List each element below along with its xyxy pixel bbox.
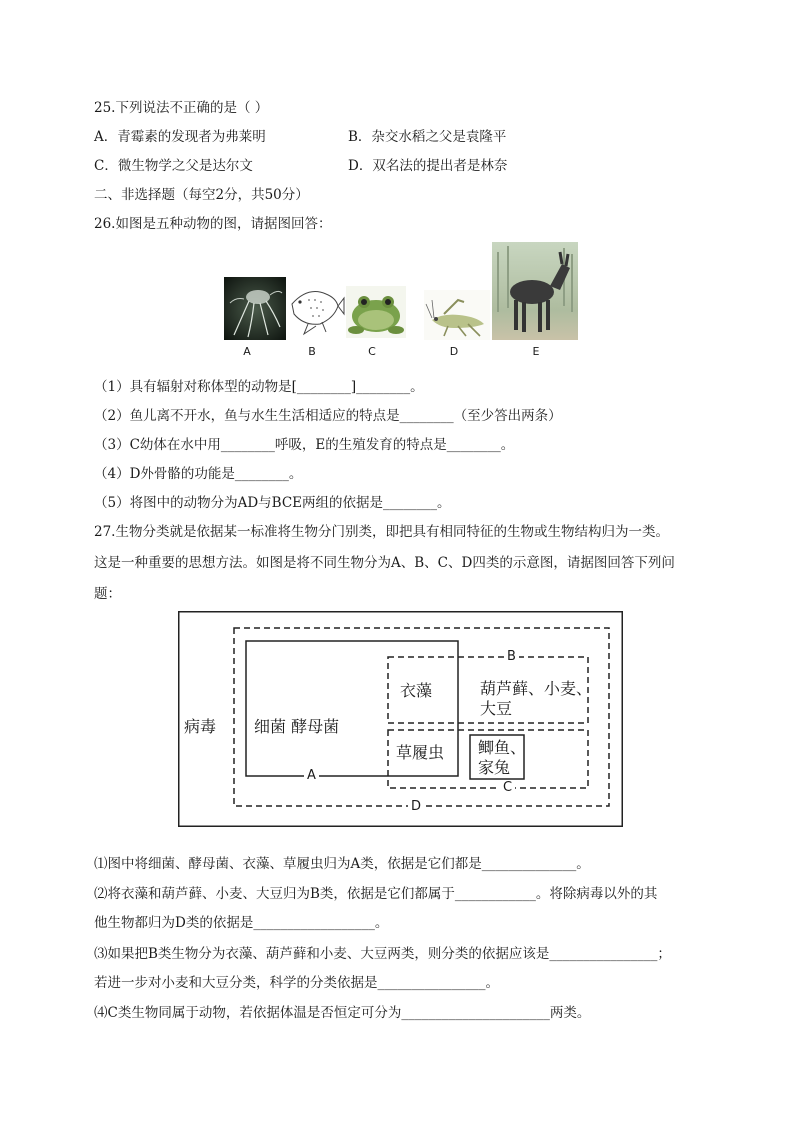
label-virus: 病毒 [184, 717, 217, 736]
q27-question-4: ⑷C类生物同属于动物，若依据体温是否恒定可分为______________________两类。 [94, 1005, 591, 1021]
q26-question-5: （5）将图中的动物分为AD与BCE两组的依据是________。 [94, 495, 451, 511]
label-animals-1: 鲫鱼、 [478, 738, 527, 757]
q25-option-a: A．青霉素的发现者为弗莱明 [94, 129, 266, 145]
label-paramecium: 草履虫 [396, 743, 445, 762]
q27-stem-line-1: 27.生物分类就是依据某一标准将生物分门别类，即把具有相同特征的生物或生物结构归为一类。 [94, 524, 669, 540]
frog-photo [346, 286, 406, 338]
letter-d: D [408, 799, 424, 814]
section-heading: 二、非选择题（每空2分，共50分） [94, 187, 309, 203]
q27-question-3a: ⑶如果把B类生物分为衣藻、葫芦藓和小麦、大豆两类，则分类的依据应该是________________； [94, 946, 671, 962]
q27-question-2b: 他生物都归为D类的依据是__________________。 [94, 915, 389, 931]
label-plants-1: 葫芦藓、小麦、 [480, 679, 593, 698]
classification-diagram [178, 611, 623, 827]
q25-option-d: D．双名法的提出者是林奈 [348, 158, 508, 174]
q26-stem: 26.如图是五种动物的图，请据图回答： [94, 216, 332, 232]
jellyfish-photo [224, 277, 286, 340]
q25-option-c: C．微生物学之父是达尔文 [94, 158, 253, 174]
q27-stem-line-2: 这是一种重要的思想方法。如图是将不同生物分为A、B、C、D四类的示意图，请据图回答下列问 [94, 555, 675, 571]
photo-label-a: A [243, 345, 251, 358]
photo-label-d: D [449, 345, 459, 358]
letter-b: B [504, 649, 519, 664]
q27-stem-line-3: 题： [94, 586, 121, 602]
label-plants-2: 大豆 [480, 699, 513, 718]
q25-option-b: B．杂交水稻之父是袁隆平 [348, 129, 507, 145]
photo-label-c: C [368, 345, 376, 358]
q27-question-1: ⑴图中将细菌、酵母菌、衣藻、草履虫归为A类，依据是它们都是______________。 [94, 856, 590, 872]
letter-a: A [304, 768, 319, 783]
diagram-boxes [178, 611, 623, 827]
q27-question-3b: 若进一步对小麦和大豆分类，科学的分类依据是________________。 [94, 975, 499, 991]
label-algae: 衣藻 [400, 681, 433, 700]
grasshopper-photo [424, 290, 490, 340]
donkey-photo [492, 242, 578, 340]
fish-drawing [286, 280, 346, 338]
letter-c: C [500, 780, 515, 795]
q26-question-3: （3）C幼体在水中用________呼吸，E的生殖发育的特点是________。 [94, 437, 515, 453]
q25-stem: 25.下列说法不正确的是（ ） [94, 100, 269, 116]
label-bacteria-yeast: 细菌 酵母菌 [254, 717, 340, 736]
label-animals-2: 家兔 [478, 758, 511, 777]
animal-photos [224, 240, 584, 370]
q26-question-4: （4）D外骨骼的功能是________。 [94, 466, 303, 482]
q27-question-2a: ⑵将衣藻和葫芦藓、小麦、大豆归为B类，依据是它们都属于____________。将除病毒以外的其 [94, 886, 658, 902]
photo-label-b: B [308, 345, 316, 358]
q26-question-1: （1）具有辐射对称体型的动物是[________]________。 [94, 379, 424, 395]
q26-question-2: （2）鱼儿离不开水，鱼与水生生活相适应的特点是________（至少答出两条） [94, 408, 562, 424]
photo-label-e: E [532, 345, 540, 358]
